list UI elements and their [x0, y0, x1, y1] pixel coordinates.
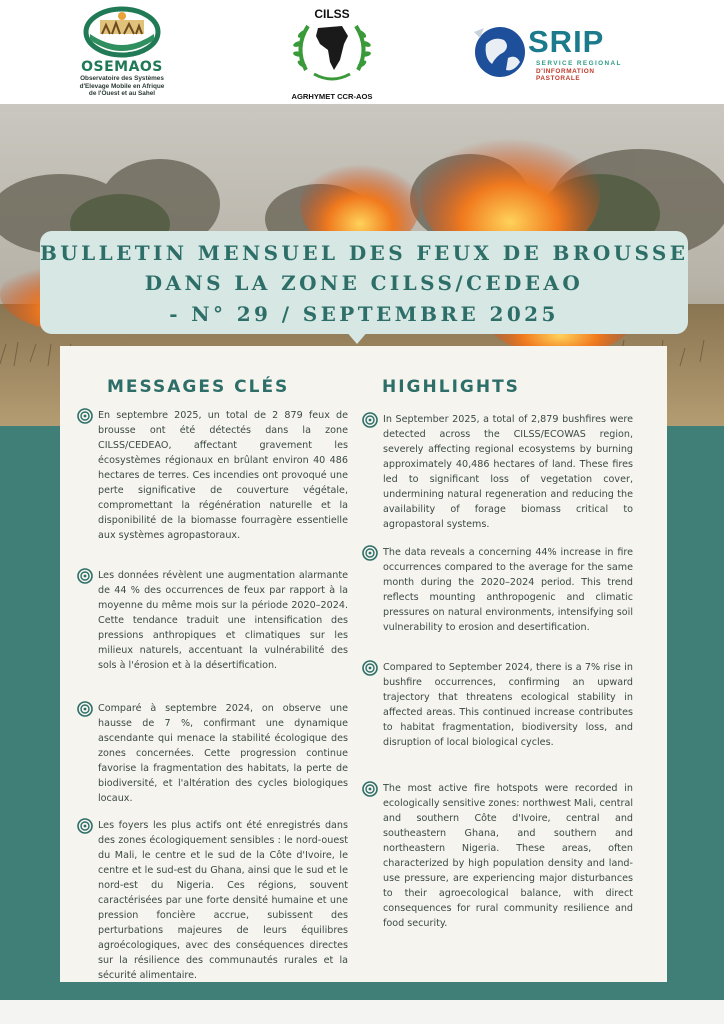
- english-paragraph-3: [383, 660, 633, 750]
- english-heading: HIGHLIGHTS: [382, 377, 520, 397]
- french-paragraph-1: [98, 408, 348, 543]
- osemaos-logo: [62, 6, 182, 98]
- content-panel: [60, 346, 667, 982]
- osemaos-line3: de l'Ouest et au Sahel: [88, 90, 156, 98]
- spiral-bullet-icon: [362, 660, 378, 676]
- spiral-bullet-icon: [362, 781, 378, 797]
- spiral-bullet-icon: [77, 818, 93, 834]
- english-paragraph-4-text: The most active fire hotspots were recorded in ecologically sensitive zones: northwest Mali, central and southern Côte d'Ivoire, central and southeastern Ghana, and southern and northeastern Nigeria. These areas, often characterized by high population density and land-use pressure, are experiencing major disturbances to their agroecological balance, with direct consequences for rural community resilience and food security.: [383, 783, 633, 929]
- spiral-bullet-icon: [77, 568, 93, 584]
- spiral-bullet-icon: [77, 701, 93, 717]
- title-line-1: BULLETIN MENSUEL DES FEUX DE BROUSSE: [40, 241, 689, 265]
- french-paragraph-1-text: En septembre 2025, un total de 2 879 feux de brousse ont été détectés dans la zone CILSS/CEDEAO, affectant gravement les écosystèmes régionaux en brûlant environ 40 486 hectares de terres. Ces incendies ont provoqué une perte significative de couverture végétale, compromettant la régénération naturelle et la disponibilité de la biomasse fourragère essentielle aux systèmes agropastoraux.: [98, 410, 348, 541]
- spiral-bullet-icon: [362, 412, 378, 428]
- french-heading: MESSAGES CLÉS: [107, 377, 290, 397]
- srip-name: SRIP: [528, 24, 605, 59]
- cilss-emblem-icon: [282, 4, 382, 86]
- title-line-2: DANS LA ZONE CILSS/CEDEAO: [144, 271, 584, 295]
- osemaos-line2: d'Elevage Mobile en Afrique: [79, 82, 165, 90]
- title-line-3: - N° 29 / SEPTEMBRE 2025: [169, 302, 559, 326]
- english-paragraph-2: [383, 545, 633, 635]
- osemaos-brand: OSEMAOS: [81, 59, 163, 75]
- bottom-strip: [0, 1000, 724, 1024]
- french-paragraph-4: [98, 818, 348, 983]
- cilss-top-text: CILSS: [314, 7, 350, 21]
- french-paragraph-3-text: Comparé à septembre 2024, on observe une hausse de 7 %, confirmant une dynamique ascendante qui menace la stabilité écologique des zones concernées. Cette progression continue favorise la fragmentation des habitats, la perte de biodiversité, et l'altération des cycles biologiques locaux.: [98, 703, 348, 804]
- srip-line1: SERVICE REGIONAL: [536, 60, 622, 67]
- english-paragraph-3-text: Compared to September 2024, there is a 7% rise in bushfire occurrences, confirming an upward trajectory that threatens ecological stability in affected areas. This continued increase contributes to habitat fragmentation, biodiversity loss, and disruption of local biological cycles.: [383, 662, 633, 748]
- osemaos-emblem-icon: [82, 6, 162, 58]
- bulletin-title-box: [40, 231, 688, 334]
- english-paragraph-1-text: In September 2025, a total of 2,879 bushfires were detected across the CILSS/ECOWAS region, severely affecting regional ecosystems by burning approximately 40,486 hectares of land. These fires led to significant loss of vegetation cover, undermining natural regeneration and reducing the availability of forage biomass critical to agropastoral systems.: [383, 414, 633, 530]
- spiral-bullet-icon: [362, 545, 378, 561]
- english-paragraph-4: [383, 781, 633, 931]
- english-paragraph-1: [383, 412, 633, 532]
- header: [0, 0, 724, 104]
- french-paragraph-2: [98, 568, 348, 673]
- english-paragraph-2-text: The data reveals a concerning 44% increase in fire occurrences compared to the average for the same month during the 2020–2024 period. This trend reflects mounting anthropogenic and climatic pressures on natural environments, intensifying soil vulnerability to erosion and desertification.: [383, 547, 633, 633]
- cilss-caption: AGRHYMET CCR-AOS: [291, 92, 373, 101]
- globe-icon: [470, 22, 528, 80]
- srip-line2: D'INFORMATION PASTORALE: [536, 68, 595, 82]
- spiral-bullet-icon: [77, 408, 93, 424]
- french-paragraph-2-text: Les données révèlent une augmentation alarmante de 44 % des occurrences de feux par rapport à la moyenne du même mois sur la période 2020–2024. Cette tendance traduit une intensification des pressions anthropiques et climatiques sur les milieux naturels, accentuant la vulnérabilité des sols à l'érosion et à la désertification.: [98, 570, 348, 671]
- title-box-pointer: [345, 330, 369, 344]
- cilss-logo: [282, 4, 382, 100]
- srip-logo: [470, 22, 640, 82]
- french-paragraph-3: [98, 701, 348, 806]
- osemaos-line1: Observatoire des Systèmes: [80, 75, 164, 82]
- french-paragraph-4-text: Les foyers les plus actifs ont été enregistrés dans des zones écologiquement sensibles : le nord-ouest du Mali, le centre et le sud de la Côte d'Ivoire, le centre et le sud-est du Ghana, ainsi que le sud et le nord-est du Nigeria. Ces régions, souvent caractérisées par une forte densité humaine et une pression foncière accrue, subissent des perturbations majeures de leurs équilibres agroécologiques, avec des conséquences directes sur la résilience des communautés rurales et la sécurité alimentaire.: [98, 820, 348, 981]
